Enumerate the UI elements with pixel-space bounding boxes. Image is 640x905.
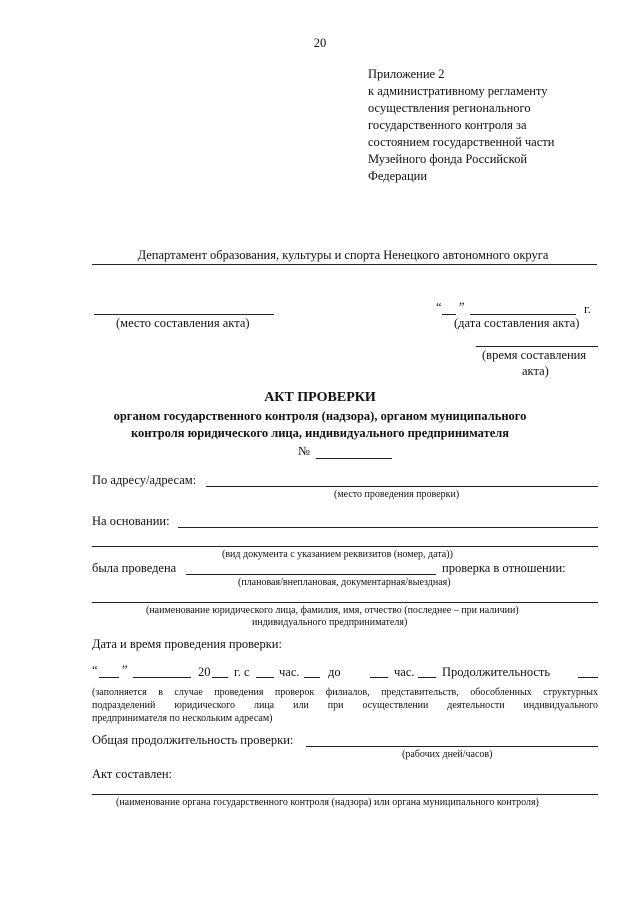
compiled-line[interactable] <box>92 794 598 795</box>
total-line[interactable] <box>306 746 598 747</box>
basis-line-2[interactable] <box>92 546 598 547</box>
conducted-label: была проведена <box>92 561 177 575</box>
entity-caption-2: индивидуального предпринимателя) <box>252 617 408 628</box>
department-name: Департамент образования, культуры и спорта Ненецкого автономного округа <box>137 248 549 262</box>
dt-from-line[interactable] <box>256 677 274 678</box>
entity-line[interactable] <box>92 602 598 603</box>
act-subtitle-1: органом государственного контроля (надзора), органом муниципального <box>113 409 527 423</box>
entity-caption-1: (наименование юридического лица, фамилия, имя, отчество (последнее – при наличии) <box>146 605 519 616</box>
dt-min2-line[interactable] <box>418 677 436 678</box>
dt-duration-line[interactable] <box>578 677 598 678</box>
dt-duration: Продолжительность <box>442 665 551 679</box>
compiled-caption: (наименование органа государственного контроля (надзора) или органа муниципального контроля) <box>116 797 539 808</box>
total-label: Общая продолжительность проверки: <box>92 733 294 747</box>
dt-from: г. с <box>234 665 250 679</box>
dt-quote-open: “ <box>92 663 98 677</box>
date-day-line[interactable] <box>442 314 456 315</box>
act-subtitle-2: контроля юридического лица, индивидуального предпринимателя <box>130 426 510 440</box>
page-number: 20 <box>313 36 327 50</box>
dt-day-line[interactable] <box>99 677 119 678</box>
dt-year: 20 <box>198 665 211 679</box>
dt-note-2: подразделений юридического лица или при осуществлении деятельности индивидуального <box>92 700 598 711</box>
appendix-line: государственного контроля за <box>368 118 527 132</box>
time-caption-1: (время составления <box>482 348 587 362</box>
dt-hour-1: час. <box>279 665 300 679</box>
address-line[interactable] <box>206 486 598 487</box>
time-line[interactable] <box>476 346 598 347</box>
date-caption: (дата составления акта) <box>454 316 580 330</box>
appendix-line: Музейного фонда Российской <box>368 152 528 166</box>
date-month-line[interactable] <box>470 314 576 315</box>
place-caption: (место составления акта) <box>116 316 250 330</box>
basis-caption: (вид документа с указанием реквизитов (номер, дата)) <box>222 549 453 560</box>
total-caption: (рабочих дней/часов) <box>402 749 493 760</box>
act-title: АКТ ПРОВЕРКИ <box>264 390 376 405</box>
dt-to: до <box>328 665 341 679</box>
act-number-sign: № <box>298 444 310 458</box>
dt-hour-2: час. <box>394 665 415 679</box>
appendix-line: осуществления регионального <box>368 101 531 115</box>
dt-quote-close: ” <box>122 663 128 677</box>
place-line[interactable] <box>94 314 274 315</box>
time-caption-2: акта) <box>522 364 549 378</box>
department-underline <box>92 264 597 265</box>
appendix-line: Федерации <box>368 169 428 183</box>
basis-line-1[interactable] <box>178 527 598 528</box>
dt-note-1: (заполняется в случае проведения проверок филиалов, представительств, обособленных структурных <box>92 687 598 698</box>
date-year-suffix: г. <box>584 302 591 316</box>
appendix-line: к административному регламенту <box>368 84 548 98</box>
appendix-line: Приложение 2 <box>368 67 445 81</box>
conducted-caption: (плановая/внеплановая, документарная/выездная) <box>238 577 451 588</box>
basis-label: На основании: <box>92 514 170 528</box>
appendix-block <box>368 66 554 185</box>
appendix-line: состоянием государственной части <box>368 135 555 149</box>
dt-to-line[interactable] <box>370 677 388 678</box>
datetime-label: Дата и время проведения проверки: <box>92 637 282 651</box>
conducted-line[interactable] <box>186 574 436 575</box>
dt-month-line[interactable] <box>133 677 191 678</box>
address-label: По адресу/адресам: <box>92 473 197 487</box>
conducted-suffix: проверка в отношении: <box>442 561 566 575</box>
act-number-line[interactable] <box>316 458 392 459</box>
date-quote-close: ” <box>459 300 465 314</box>
address-caption: (место проведения проверки) <box>334 489 460 500</box>
dt-min1-line[interactable] <box>304 677 320 678</box>
dt-year-line[interactable] <box>212 677 228 678</box>
compiled-label: Акт составлен: <box>92 767 173 781</box>
dt-note-3: предпринимателя по нескольким адресам) <box>92 713 273 724</box>
date-quote-open: “ <box>436 300 442 314</box>
